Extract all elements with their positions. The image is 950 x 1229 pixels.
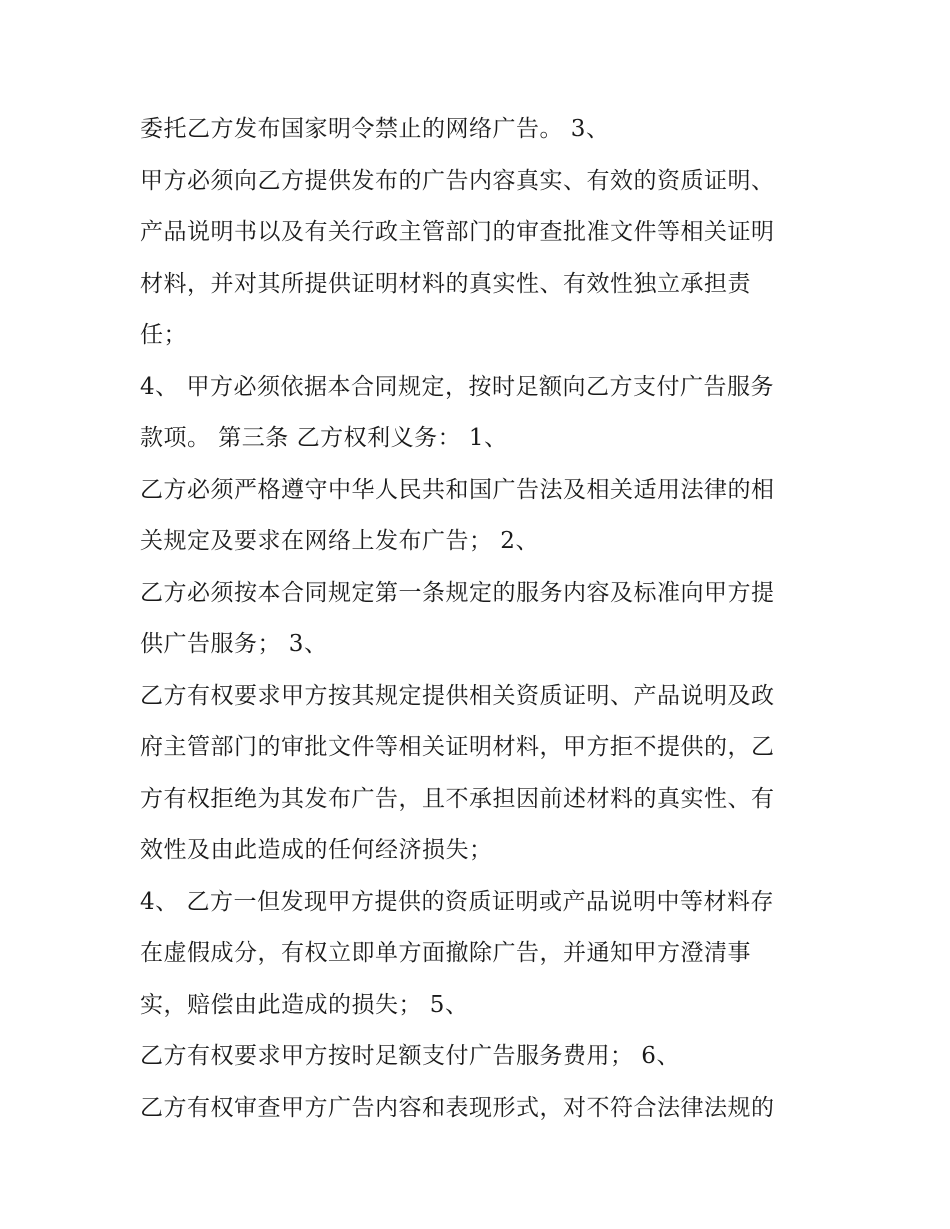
text-line: 产品说明书以及有关行政主管部门的审查批准文件等相关证明 (140, 219, 775, 245)
text-line: 供广告服务； 3、 (140, 631, 328, 657)
text-line: 方有权拒绝为其发布广告，且不承担因前述材料的真实性、有 (140, 785, 775, 812)
text-line: 实，赔偿由此造成的损失； 5、 (140, 991, 469, 1018)
text-line: 乙方有权要求甲方按时足额支付广告服务费用； 6、 (140, 1043, 680, 1069)
text-line: 关规定及要求在网络上发布广告； 2、 (140, 528, 539, 554)
text-line: 府主管部门的审批文件等相关证明材料，甲方拒不提供的，乙 (140, 734, 775, 760)
text-line: 在虚假成分，有权立即单方面撤除广告，并通知甲方澄清事 (140, 940, 751, 966)
text-line: 效性及由此造成的任何经济损失； (140, 837, 493, 863)
text-line: 4、 乙方一但发现甲方提供的资质证明或产品说明中等材料存 (140, 888, 774, 915)
text-line: 任； (140, 322, 187, 348)
text-line: 4、 甲方必须依据本合同规定，按时足额向乙方支付广告服务 (140, 373, 774, 400)
text-line: 委托乙方发布国家明令禁止的网络广告。 3、 (140, 116, 610, 142)
text-line: 乙方有权要求甲方按其规定提供相关资质证明、产品说明及政 (140, 682, 775, 709)
text-line: 乙方有权审查甲方广告内容和表现形式，对不符合法律法规的 (140, 1094, 775, 1121)
text-line: 乙方必须严格遵守中华人民共和国广告法及相关适用法律的相 (140, 476, 775, 503)
text-line: 甲方必须向乙方提供发布的广告内容真实、有效的资质证明、 (140, 167, 775, 194)
document-body (140, 104, 830, 1134)
text-line: 材料，并对其所提供证明材料的真实性、有效性独立承担责 (140, 270, 751, 297)
text-line: 乙方必须按本合同规定第一条规定的服务内容及标准向甲方提 (140, 579, 775, 606)
text-line: 款项。 第三条 乙方权利义务： 1、 (140, 425, 508, 451)
